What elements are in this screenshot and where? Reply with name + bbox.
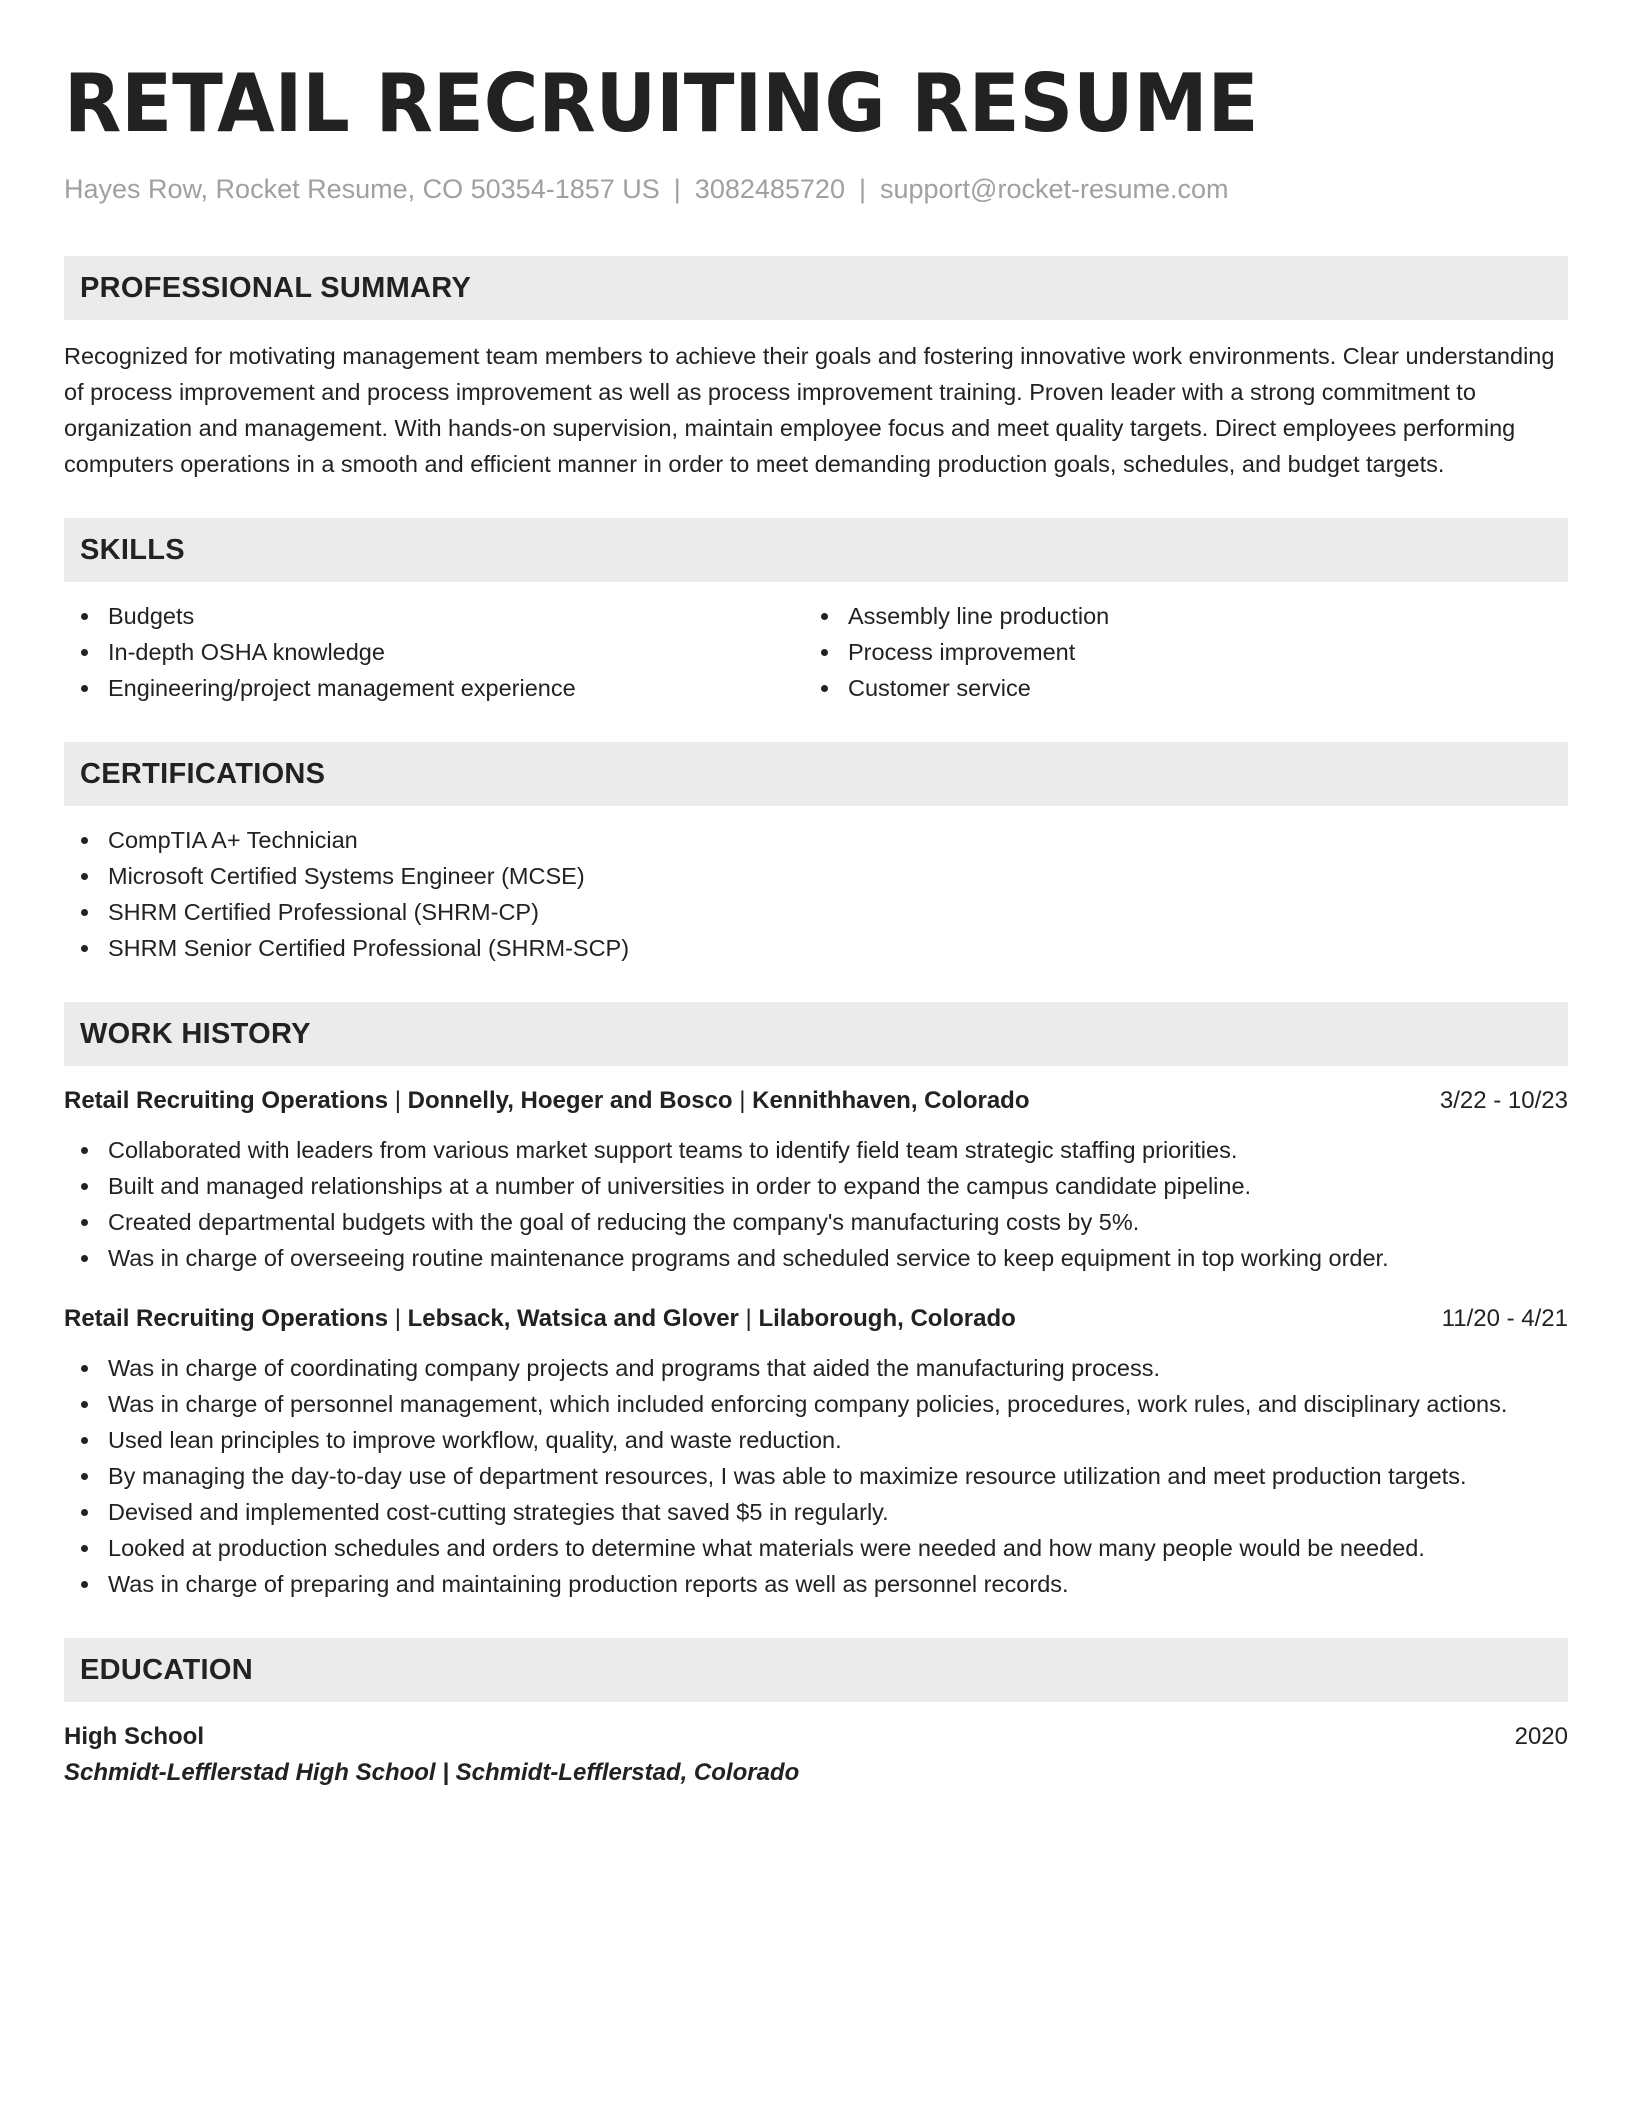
certification-item: SHRM Senior Certified Professional (SHRM-SCP) bbox=[64, 930, 1568, 966]
skill-item: Assembly line production bbox=[804, 598, 1544, 634]
job-bullet: Was in charge of personnel management, which included enforcing company policies, procedures, work rules, and disciplinary actions. bbox=[64, 1386, 1568, 1422]
section-heading-work-history: WORK HISTORY bbox=[64, 1002, 1568, 1066]
section-heading-skills: SKILLS bbox=[64, 518, 1568, 582]
contact-address: Hayes Row, Rocket Resume, CO 50354-1857 US bbox=[64, 174, 660, 204]
skill-item: Process improvement bbox=[804, 634, 1544, 670]
skills-column-left bbox=[64, 598, 804, 706]
job-header bbox=[64, 1302, 1568, 1336]
contact-separator: | bbox=[858, 174, 866, 204]
job-dates: 11/20 - 4/21 bbox=[1441, 1305, 1568, 1332]
certification-item: SHRM Certified Professional (SHRM-CP) bbox=[64, 894, 1568, 930]
job-title: Retail Recruiting Operations bbox=[64, 1305, 389, 1332]
skill-item: In-depth OSHA knowledge bbox=[64, 634, 804, 670]
job-bullet: Was in charge of coordinating company projects and programs that aided the manufacturing process. bbox=[64, 1350, 1568, 1386]
job-bullet: Collaborated with leaders from various market support teams to identify field team strategic staffing priorities. bbox=[64, 1132, 1568, 1168]
job-bullet: Built and managed relationships at a number of universities in order to expand the campus candidate pipeline. bbox=[64, 1168, 1568, 1204]
skill-item: Budgets bbox=[64, 598, 804, 634]
job-bullet: Was in charge of overseeing routine maintenance programs and scheduled service to keep equipment in top working order. bbox=[64, 1240, 1568, 1276]
skill-item: Customer service bbox=[804, 670, 1544, 706]
job-title: Retail Recruiting Operations bbox=[64, 1087, 389, 1114]
section-heading-summary: PROFESSIONAL SUMMARY bbox=[64, 256, 1568, 320]
job-title-line: Retail Recruiting Operations | Lebsack, Watsica and Glover | Lilaborough, Colorado bbox=[64, 1305, 1016, 1332]
summary-text: Recognized for motivating management team members to achieve their goals and fostering innovative work environments. Clear understanding of process improvement and process improvement as well as process improvement training. Proven leader with a strong commitment to organization and management. With hands-on supervision, maintain employee focus and meet quality targets. Direct employees performing computers operations in a smooth and efficient manner in order to meet demanding production goals, schedules, and budget targets. bbox=[64, 343, 1555, 477]
section-heading-certifications: CERTIFICATIONS bbox=[64, 742, 1568, 806]
certification-item: CompTIA A+ Technician bbox=[64, 822, 1568, 858]
education-school: Schmidt-Lefflerstad High School | Schmidt-Lefflerstad, Colorado bbox=[64, 1759, 800, 1786]
job-bullet: By managing the day-to-day use of department resources, I was able to maximize resource utilization and meet production targets. bbox=[64, 1458, 1568, 1494]
job-location: Lilaborough, Colorado bbox=[758, 1305, 1016, 1332]
skills-list bbox=[64, 598, 1568, 706]
job-title-line: Retail Recruiting Operations | Donnelly, Hoeger and Bosco | Kennithhaven, Colorado bbox=[64, 1087, 1030, 1114]
job-bullet: Used lean principles to improve workflow, quality, and waste reduction. bbox=[64, 1422, 1568, 1458]
contact-email: support@rocket-resume.com bbox=[879, 174, 1229, 204]
education-year: 2020 bbox=[1514, 1723, 1568, 1750]
contact-separator: | bbox=[673, 174, 681, 204]
contact-phone: 3082485720 bbox=[694, 174, 845, 204]
job-bullet: Created departmental budgets with the goal of reducing the company's manufacturing costs by 5%. bbox=[64, 1204, 1568, 1240]
job-company: Lebsack, Watsica and Glover bbox=[407, 1305, 739, 1332]
job-bullet: Devised and implemented cost-cutting strategies that saved $5 in regularly. bbox=[64, 1494, 1568, 1530]
job-bullets bbox=[64, 1350, 1568, 1602]
job-bullet: Looked at production schedules and orders to determine what materials were needed and how many people would be needed. bbox=[64, 1530, 1568, 1566]
job-header bbox=[64, 1084, 1568, 1118]
job-location: Kennithhaven, Colorado bbox=[752, 1087, 1030, 1114]
job-bullets bbox=[64, 1132, 1568, 1276]
job-bullet: Was in charge of preparing and maintaining production reports as well as personnel records. bbox=[64, 1566, 1568, 1602]
job-dates: 3/22 - 10/23 bbox=[1439, 1087, 1568, 1114]
certification-item: Microsoft Certified Systems Engineer (MCSE) bbox=[64, 858, 1568, 894]
section-heading-education: EDUCATION bbox=[64, 1638, 1568, 1702]
skills-column-right bbox=[804, 598, 1544, 706]
contact-line bbox=[64, 172, 1568, 206]
resume-title: RETAIL RECRUITING RESUME bbox=[64, 57, 1259, 150]
education-degree: High School bbox=[64, 1723, 204, 1750]
job-company: Donnelly, Hoeger and Bosco bbox=[407, 1087, 733, 1114]
certifications-list bbox=[64, 822, 1568, 966]
skill-item: Engineering/project management experience bbox=[64, 670, 804, 706]
education-header bbox=[64, 1720, 1568, 1754]
